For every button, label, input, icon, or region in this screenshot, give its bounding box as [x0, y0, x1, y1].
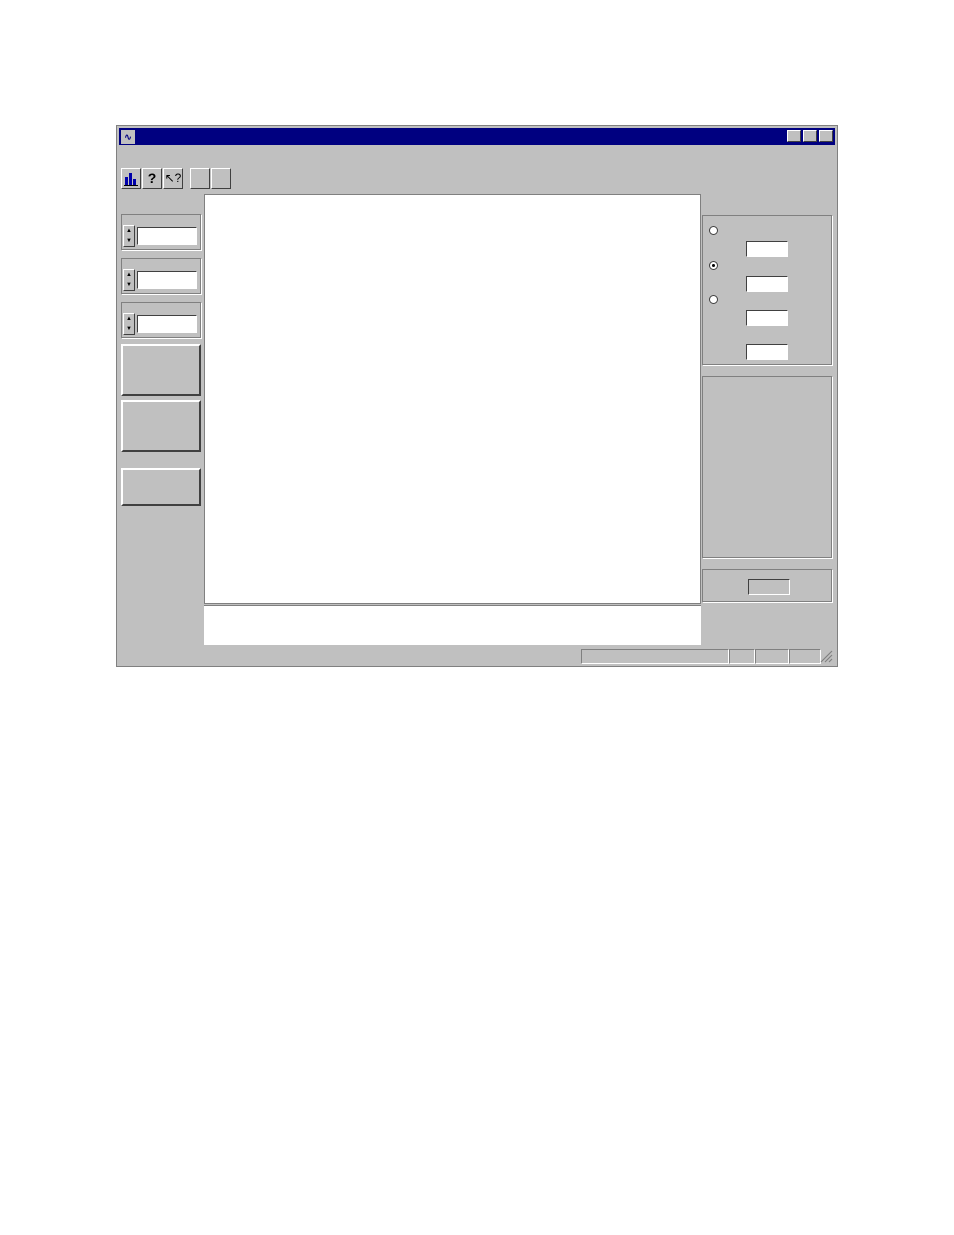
low-freq-field[interactable] — [137, 315, 197, 333]
rt-field[interactable] — [748, 579, 790, 595]
status-bar — [119, 648, 835, 664]
mem-w-button[interactable] — [211, 168, 231, 189]
added-mass-radio[interactable] — [709, 261, 718, 270]
title-bar[interactable] — [119, 128, 835, 145]
d-field[interactable] — [746, 344, 788, 360]
vb-field[interactable] — [746, 241, 788, 257]
menu-bar — [121, 147, 179, 163]
help-button[interactable] — [142, 168, 162, 189]
measure-free-air-button[interactable] — [121, 344, 201, 396]
specified-spl-radio[interactable] — [709, 295, 718, 304]
minimize-button[interactable] — [787, 130, 801, 142]
hi-freq-field[interactable] — [137, 271, 197, 289]
measure-vas-button[interactable] — [121, 400, 201, 452]
impedance-chart — [205, 195, 700, 603]
notes-area — [119, 605, 835, 647]
driver-parameters-panel — [702, 194, 836, 604]
measured-parameters-group — [702, 376, 832, 558]
status-mode — [581, 649, 729, 664]
z-range-spinner[interactable]: ▲ ▼ — [123, 225, 135, 247]
m-field[interactable] — [746, 276, 788, 292]
toolbar — [121, 166, 231, 190]
notes-field[interactable] — [204, 605, 701, 645]
test-box-radio[interactable] — [709, 226, 718, 235]
impedance-sweep-button[interactable] — [121, 468, 201, 506]
resize-grip-icon[interactable] — [820, 650, 833, 663]
app-icon: ∿ — [121, 130, 135, 144]
impedance-panel — [119, 194, 203, 604]
maximize-button[interactable] — [803, 130, 817, 142]
spl-field[interactable] — [746, 310, 788, 326]
question-icon: ? — [147, 169, 157, 186]
low-freq-spinner[interactable]: ▲ ▼ — [123, 313, 135, 335]
z-range-field[interactable] — [137, 227, 197, 245]
status-cell-2 — [755, 649, 789, 664]
impedance-plot — [204, 194, 701, 604]
phase-memory-button[interactable] — [190, 168, 210, 189]
status-cell-1 — [729, 649, 755, 664]
app-window — [116, 125, 838, 667]
status-cell-3 — [789, 649, 821, 664]
close-button[interactable] — [819, 130, 833, 142]
context-help-button[interactable] — [163, 168, 183, 189]
pointer-help-icon: ↖? — [164, 170, 182, 185]
bar-chart-tool-button[interactable] — [121, 168, 141, 189]
bar-chart-icon — [122, 169, 140, 188]
hi-freq-spinner[interactable]: ▲ ▼ — [123, 269, 135, 291]
